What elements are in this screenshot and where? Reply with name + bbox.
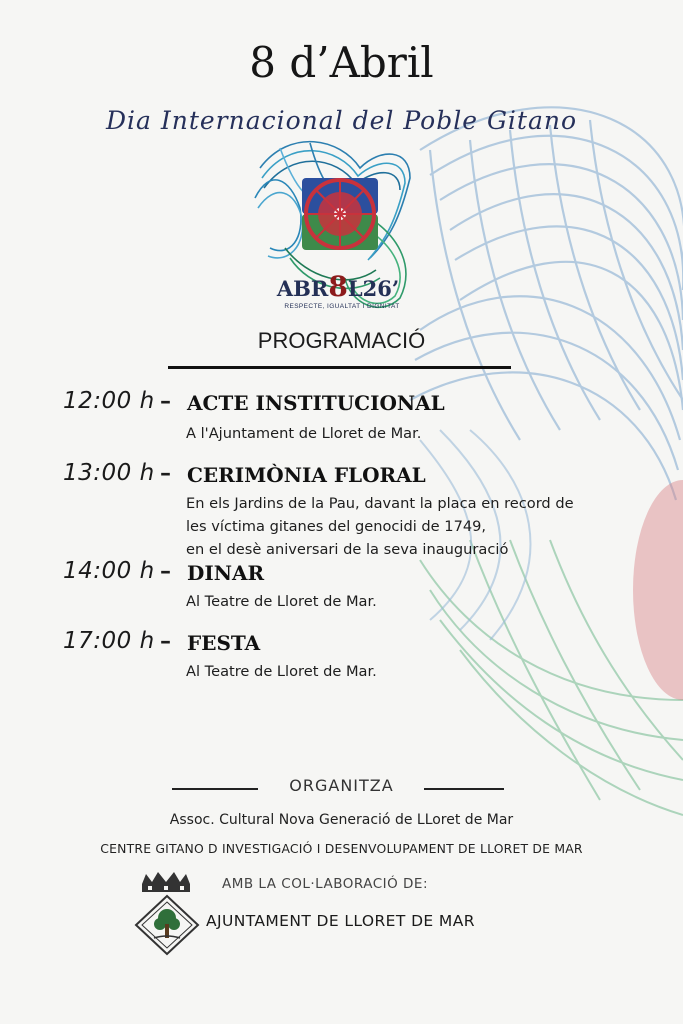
- event-title: ACTE INSTITUCIONAL: [187, 391, 445, 415]
- logo-text-8: 8: [328, 270, 348, 303]
- organizer-association: Assoc. Cultural Nova Generació de LLoret de Mar: [169, 812, 514, 828]
- logo-text-l: L: [347, 276, 363, 301]
- event-dash: –: [160, 628, 171, 654]
- event-subtitle: Dia Internacional del Poble Gitano: [105, 106, 578, 135]
- logo-motto: RESPECTE, IGUALTAT I DIGNITAT: [284, 303, 400, 310]
- organizers-rule-left: [172, 788, 258, 790]
- event-description: les víctima gitanes del genocidi de 1749,: [186, 518, 487, 535]
- program-heading: PROGRAMACIÓ: [257, 328, 426, 353]
- council-name: AJUNTAMENT DE LLORET DE MAR: [206, 912, 475, 930]
- event-description: Al Teatre de Lloret de Mar.: [186, 593, 377, 610]
- organizers-label: ORGANITZA: [289, 776, 394, 795]
- event-title: FESTA: [187, 631, 261, 655]
- lloret-coat-of-arms-icon: [134, 894, 200, 956]
- event-title: DINAR: [187, 561, 265, 585]
- collaboration-label: AMB LA COL·LABORACIÓ DE:: [222, 876, 429, 892]
- event-time: 17:00 h: [63, 628, 155, 654]
- event-dash: –: [160, 388, 171, 414]
- event-description: en el desè aniversari de la seva inauguració: [186, 541, 509, 558]
- event-time: 14:00 h: [63, 558, 155, 584]
- event-time: 12:00 h: [63, 388, 155, 414]
- event-description: A l'Ajuntament de Lloret de Mar.: [186, 425, 422, 442]
- event-time: 13:00 h: [63, 460, 155, 486]
- logo-text-abr: ABR: [276, 276, 329, 301]
- event-dash: –: [160, 460, 171, 486]
- logo-text-mark: ’: [391, 276, 400, 301]
- date-title: 8 d’Abril: [249, 38, 434, 87]
- event-dash: –: [160, 558, 171, 584]
- logo-text-year: 26: [362, 276, 392, 301]
- organizer-centre: CENTRE GITANO D INVESTIGACIÓ I DESENVOLUPAMENT DE LLORET DE MAR: [100, 841, 583, 856]
- program-divider: [168, 366, 511, 369]
- logo-wordmark: [268, 270, 408, 303]
- event-title: CERIMÒNIA FLORAL: [187, 463, 426, 487]
- organizers-rule-right: [424, 788, 504, 790]
- event-description: Al Teatre de Lloret de Mar.: [186, 663, 377, 680]
- event-description: En els Jardins de la Pau, davant la placa en record de: [186, 495, 574, 512]
- lloret-crown-icon: [140, 870, 192, 894]
